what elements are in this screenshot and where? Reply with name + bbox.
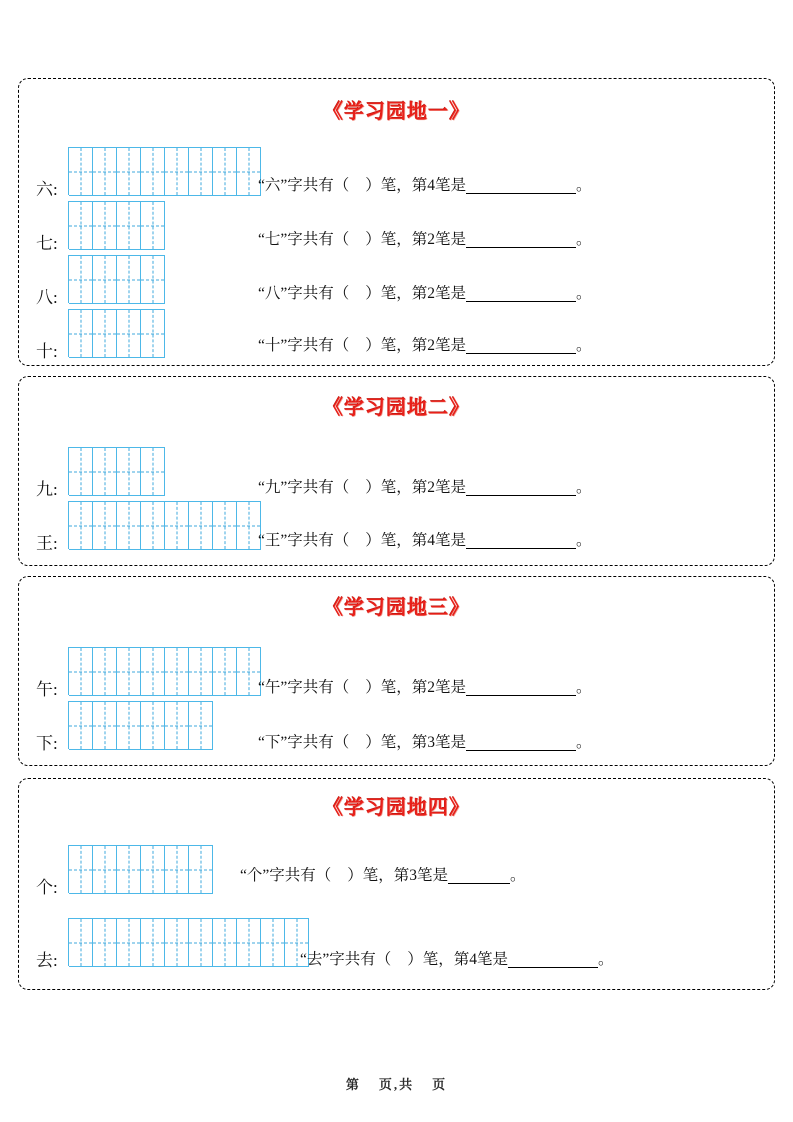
tianzige-cell[interactable] [189,148,213,196]
tianzige-cell[interactable] [165,502,189,550]
section-title-2: 《学习园地二》 [323,397,470,419]
tianzige-cell[interactable] [117,310,141,358]
question-suffix: 。 [576,177,592,194]
tianzige-cell[interactable] [69,256,93,304]
question-middle: ）笔，第4笔是 [365,532,467,549]
tianzige-cell[interactable] [69,702,93,750]
tianzige-cell[interactable] [141,148,165,196]
question-line [240,868,526,884]
tianzige-cell[interactable] [117,148,141,196]
tianzige-cell[interactable] [189,648,213,696]
question-line [258,178,592,194]
tianzige-cell[interactable] [93,256,117,304]
tianzige-cell[interactable] [69,148,93,196]
tianzige-cell[interactable] [93,846,117,894]
tianzige-cell[interactable] [117,846,141,894]
tianzige-cell[interactable] [69,648,93,696]
tianzige-grid[interactable] [68,647,261,695]
tianzige-cell[interactable] [213,648,237,696]
stroke-name-answer-blank[interactable] [466,681,576,696]
question-middle: ）笔，第2笔是 [365,285,467,302]
tianzige-cell[interactable] [69,919,93,967]
tianzige-cell[interactable] [93,648,117,696]
question-suffix: 。 [510,867,526,884]
tianzige-cell[interactable] [165,702,189,750]
question-prefix: “王”字共有（ [258,532,350,549]
character-label: 下: [36,734,58,753]
footer-prefix: 第 [345,1077,361,1092]
question-middle: ）笔，第3笔是 [365,734,467,751]
tianzige-cell[interactable] [189,919,213,967]
tianzige-cell[interactable] [141,702,165,750]
question-middle: ）笔，第2笔是 [365,679,467,696]
question-prefix: “六”字共有（ [258,177,350,194]
tianzige-cell[interactable] [141,648,165,696]
question-suffix: 。 [598,951,614,968]
tianzige-cell[interactable] [117,648,141,696]
question-suffix: 。 [576,679,592,696]
tianzige-cell[interactable] [93,702,117,750]
tianzige-grid[interactable] [68,147,261,195]
tianzige-cell[interactable] [165,846,189,894]
question-line [258,338,592,354]
tianzige-cell[interactable] [93,148,117,196]
question-prefix: “九”字共有（ [258,479,350,496]
question-middle: ）笔，第2笔是 [365,479,467,496]
stroke-name-answer-blank[interactable] [466,339,576,354]
stroke-name-answer-blank[interactable] [466,233,576,248]
tianzige-cell[interactable] [141,448,165,496]
question-suffix: 。 [576,337,592,354]
tianzige-cell[interactable] [117,202,141,250]
question-middle: ）笔，第2笔是 [365,231,467,248]
question-prefix: “下”字共有（ [258,734,350,751]
question-prefix: “八”字共有（ [258,285,350,302]
character-label: 九: [36,480,58,499]
question-line [258,286,592,302]
question-middle: ）笔，第4笔是 [407,951,509,968]
question-middle: ）笔，第2笔是 [365,337,467,354]
stroke-name-answer-blank[interactable] [466,179,576,194]
question-line [258,735,592,751]
character-label: 八: [36,288,58,307]
question-prefix: “十”字共有（ [258,337,350,354]
tianzige-grid[interactable] [68,845,213,893]
stroke-name-answer-blank[interactable] [466,534,576,549]
tianzige-cell[interactable] [141,202,165,250]
tianzige-grid[interactable] [68,501,261,549]
question-suffix: 。 [576,231,592,248]
question-prefix: “个”字共有（ [240,867,332,884]
tianzige-cell[interactable] [261,919,285,967]
tianzige-cell[interactable] [141,502,165,550]
tianzige-cell[interactable] [165,919,189,967]
question-prefix: “午”字共有（ [258,679,350,696]
tianzige-cell[interactable] [69,202,93,250]
question-suffix: 。 [576,532,592,549]
question-suffix: 。 [576,734,592,751]
tianzige-cell[interactable] [141,256,165,304]
tianzige-cell[interactable] [141,310,165,358]
tianzige-grid[interactable] [68,447,165,495]
tianzige-cell[interactable] [189,502,213,550]
character-label: 王: [36,534,58,553]
tianzige-cell[interactable] [213,148,237,196]
tianzige-cell[interactable] [93,202,117,250]
section-title-3: 《学习园地三》 [323,597,470,619]
footer-middle: 页,共 [378,1077,415,1092]
tianzige-cell[interactable] [213,502,237,550]
tianzige-grid[interactable] [68,309,165,357]
question-suffix: 。 [576,285,592,302]
tianzige-cell[interactable] [165,148,189,196]
question-line [258,680,592,696]
question-middle: ）笔，第3笔是 [347,867,449,884]
tianzige-cell[interactable] [69,846,93,894]
character-label: 十: [36,342,58,361]
section-title-1: 《学习园地一》 [323,101,470,123]
tianzige-grid[interactable] [68,201,165,249]
tianzige-grid[interactable] [68,918,309,966]
footer-suffix: 页 [432,1077,448,1092]
tianzige-cell[interactable] [141,919,165,967]
question-line [258,533,592,549]
question-line [258,232,592,248]
stroke-name-answer-blank[interactable] [466,736,576,751]
tianzige-cell[interactable] [189,702,213,750]
stroke-name-answer-blank[interactable] [508,953,598,968]
tianzige-cell[interactable] [237,919,261,967]
question-prefix: “七”字共有（ [258,231,350,248]
tianzige-cell[interactable] [69,310,93,358]
tianzige-cell[interactable] [117,702,141,750]
character-label: 七: [36,234,58,253]
tianzige-cell[interactable] [93,310,117,358]
tianzige-cell[interactable] [93,448,117,496]
question-middle: ）笔，第4笔是 [365,177,467,194]
tianzige-cell[interactable] [117,502,141,550]
character-label: 午: [36,680,58,699]
tianzige-cell[interactable] [69,448,93,496]
tianzige-cell[interactable] [117,256,141,304]
stroke-name-answer-blank[interactable] [448,869,510,884]
stroke-name-answer-blank[interactable] [466,481,576,496]
tianzige-cell[interactable] [141,846,165,894]
tianzige-grid[interactable] [68,701,213,749]
page-footer [0,1074,793,1093]
stroke-name-answer-blank[interactable] [466,287,576,302]
tianzige-cell[interactable] [93,919,117,967]
question-prefix: “去”字共有（ [300,951,392,968]
section-title-4: 《学习园地四》 [323,797,470,819]
tianzige-cell[interactable] [213,919,237,967]
question-line [300,952,614,968]
tianzige-grid[interactable] [68,255,165,303]
character-label: 个: [36,878,58,897]
question-line [258,480,592,496]
tianzige-cell[interactable] [117,448,141,496]
tianzige-cell[interactable] [189,846,213,894]
question-suffix: 。 [576,479,592,496]
character-label: 六: [36,180,58,199]
character-label: 去: [36,951,58,970]
tianzige-cell[interactable] [165,648,189,696]
tianzige-cell[interactable] [93,502,117,550]
tianzige-cell[interactable] [69,502,93,550]
tianzige-cell[interactable] [117,919,141,967]
